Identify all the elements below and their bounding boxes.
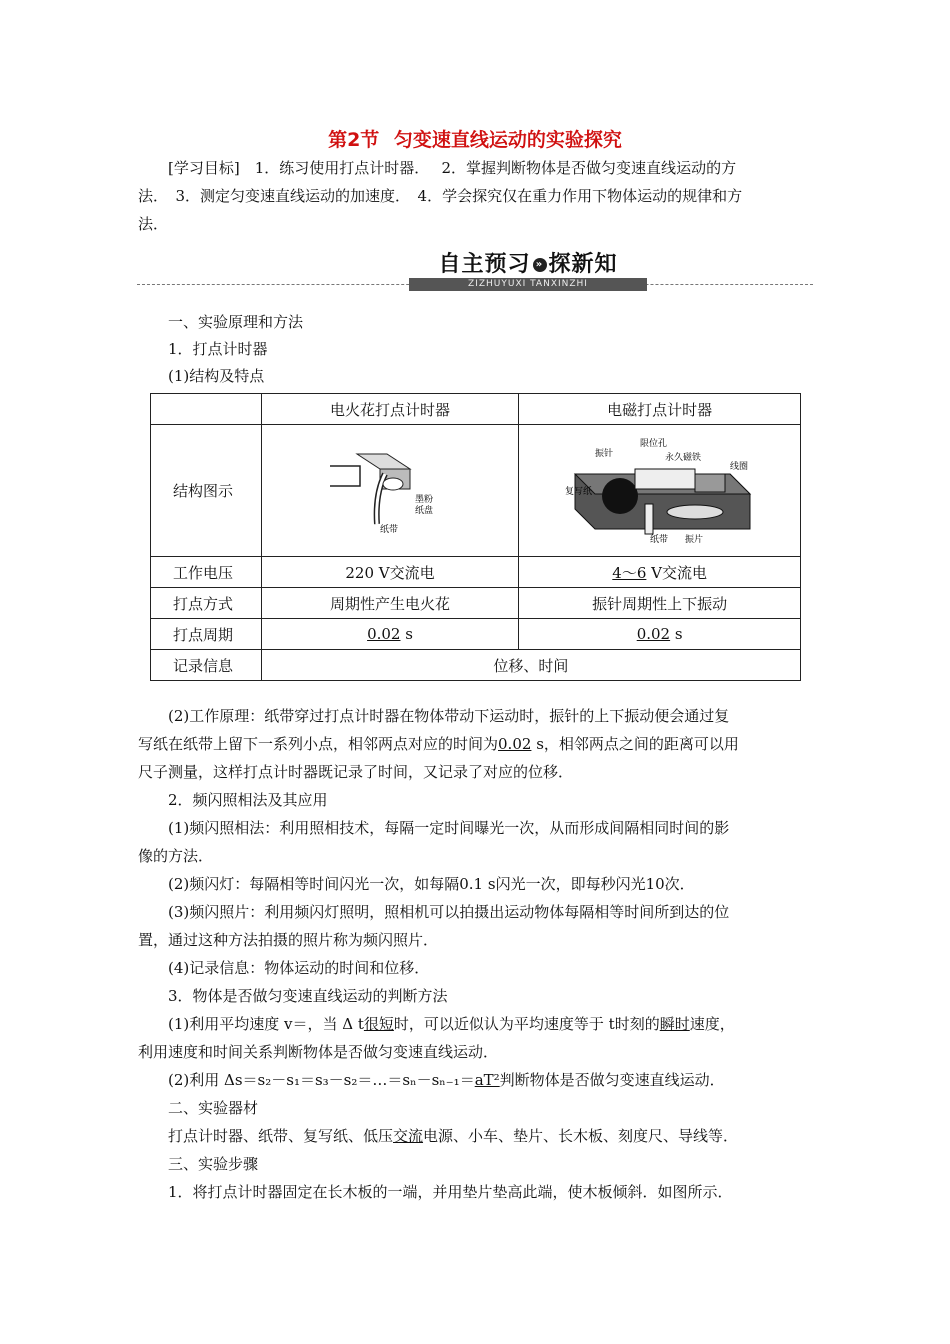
strobe-p1-b: 像的方法． [138, 847, 214, 865]
strobe-p4: (4)记录信息：物体运动的时间和位移． [168, 959, 430, 977]
diagram-label-toner: 墨粉 [415, 494, 434, 505]
em-timer-diagram-cell [519, 425, 801, 557]
judge-p1-c: 速度， [689, 1015, 735, 1033]
diagram-label-tape-2: 纸带 [649, 534, 668, 544]
em-voltage-unit: V交流电 [646, 563, 707, 582]
judge-p1 [168, 1014, 810, 1034]
strobe-p2: (2)频闪灯：每隔相等时间闪光一次，如每隔0.1 s闪光一次，即每秒闪光10次． [168, 875, 695, 893]
em-method: 振针周期性上下振动 [519, 588, 801, 619]
spark-period [261, 619, 519, 650]
judge-p1-short: 很短 [363, 1015, 394, 1033]
judge-p1-b: 时，可以近似认为平均速度等于 t时刻的 [393, 1015, 660, 1033]
equipment-ac: 交流 [393, 1127, 424, 1145]
diagram-label-carbon: 复写纸 [564, 486, 592, 497]
heading-judge: 3．物体是否做匀变速直线运动的判断方法 [168, 987, 448, 1005]
section-name: 匀变速直线运动的实验探究 [393, 129, 622, 151]
spark-timer-diagram [325, 444, 455, 534]
heading-equipment: 二、实验器材 [168, 1099, 259, 1117]
em-timer-diagram [565, 434, 755, 544]
spark-period-value: 0.02 [367, 625, 401, 643]
principle-line-3: 尺子测量，这样打点计时器既记录了时间，又记录了对应的位移． [138, 763, 574, 781]
banner-title [409, 247, 647, 277]
row-label-voltage: 工作电压 [151, 557, 262, 588]
step-1: 1．将打点计时器固定在长木板的一端，并用垫片垫高此端，使木板倾斜．如图所示． [168, 1183, 733, 1201]
equipment-list [168, 1126, 810, 1146]
objectives-line-2: 法． 3．测定匀变速直线运动的加速度． 4．学会探究仅在重力作用下物体运动的规律和方 [138, 187, 743, 205]
table-header-spark: 电火花打点计时器 [261, 394, 519, 425]
row-label-diagram: 结构图示 [151, 425, 262, 557]
spark-timer-diagram-cell [261, 425, 519, 557]
diagram-label-reed: 振片 [684, 534, 703, 544]
table-header-empty [151, 394, 262, 425]
em-period-unit: s [670, 625, 683, 643]
table-header-em: 电磁打点计时器 [519, 394, 801, 425]
heading-steps: 三、实验步骤 [168, 1155, 259, 1173]
judge-p2-b: 判断物体是否做匀变速直线运动． [499, 1071, 725, 1089]
spark-voltage: 220 V交流电 [261, 557, 519, 588]
em-voltage [519, 557, 801, 588]
judge-p1-d: 利用速度和时间关系判断物体是否做匀变速直线运动． [138, 1043, 499, 1061]
diagram-label-disc: 纸盘 [415, 505, 434, 516]
row-label-method: 打点方式 [151, 588, 262, 619]
row-label-period: 打点周期 [151, 619, 262, 650]
diagram-label-tape: 纸带 [380, 524, 399, 534]
judge-p2-a: (2)利用 Δs＝s₂－s₁＝s₃－s₂＝…＝sₙ－sₙ₋₁＝ [168, 1071, 475, 1089]
diagram-label-needle: 振针 [594, 448, 613, 459]
spark-method: 周期性产生电火花 [261, 588, 519, 619]
equipment-b: 电源、小车、垫片、长木板、刻度尺、导线等． [423, 1127, 739, 1145]
record-info: 位移、时间 [261, 650, 800, 681]
equipment-a: 打点计时器、纸带、复写纸、低压 [168, 1127, 394, 1145]
principle-period: 0.02 [498, 735, 532, 753]
judge-p2 [168, 1070, 810, 1090]
judge-p2-formula: aT² [474, 1071, 500, 1089]
timer-comparison-table [150, 393, 801, 681]
em-period [519, 619, 801, 650]
principle-line-2 [138, 734, 810, 754]
heading-structure: (1)结构及特点 [168, 367, 265, 385]
row-label-record: 记录信息 [151, 650, 262, 681]
strobe-p3-b: 置，通过这种方法拍摄的照片称为频闪照片． [138, 931, 439, 949]
heading-strobe: 2．频闪照相法及其应用 [168, 791, 328, 809]
heading-principle: 一、实验原理和方法 [168, 313, 304, 331]
strobe-p3-a: (3)频闪照片：利用频闪灯照明，照相机可以拍摄出运动物体每隔相等时间所到达的位 [168, 903, 730, 921]
objectives-line-3: 法． [138, 215, 169, 233]
banner-subtitle: ZIZHUYUXI TANXINZHI [409, 278, 647, 291]
section-number: 第2节 [328, 129, 380, 151]
arrow-icon: » [533, 258, 547, 272]
em-period-value: 0.02 [636, 625, 671, 643]
judge-p1-instant: 瞬时 [659, 1015, 690, 1033]
em-voltage-range: 4～6 [612, 563, 647, 582]
section-banner [137, 243, 813, 293]
diagram-label-coil: 线圈 [729, 461, 748, 472]
principle-line-1: (2)工作原理：纸带穿过打点计时器在物体带动下运动时，振针的上下振动便会通过复 [168, 707, 730, 725]
diagram-label-magnet: 永久磁铁 [664, 452, 701, 463]
principle-line-2-a: 写纸在纸带上留下一系列小点，相邻两点对应的时间为 [138, 735, 499, 753]
judge-p1-a: (1)利用平均速度 v＝，当 Δ t [168, 1015, 364, 1033]
banner-text-2: 探新知 [548, 252, 618, 277]
page-title [0, 125, 950, 152]
spark-period-unit: s [400, 625, 413, 643]
banner-text-1: 自主预习 [438, 252, 531, 277]
diagram-label-hole: 限位孔 [639, 438, 667, 449]
heading-timer: 1．打点计时器 [168, 340, 268, 358]
strobe-p1-a: (1)频闪照相法：利用照相技术，每隔一定时间曝光一次，从而形成间隔相同时间的影 [168, 819, 730, 837]
objectives-line-1: [学习目标] 1．练习使用打点计时器． 2．掌握判断物体是否做匀变速直线运动的方 [168, 159, 737, 177]
principle-line-2-b: s，相邻两点之间的距离可以用 [531, 735, 739, 753]
